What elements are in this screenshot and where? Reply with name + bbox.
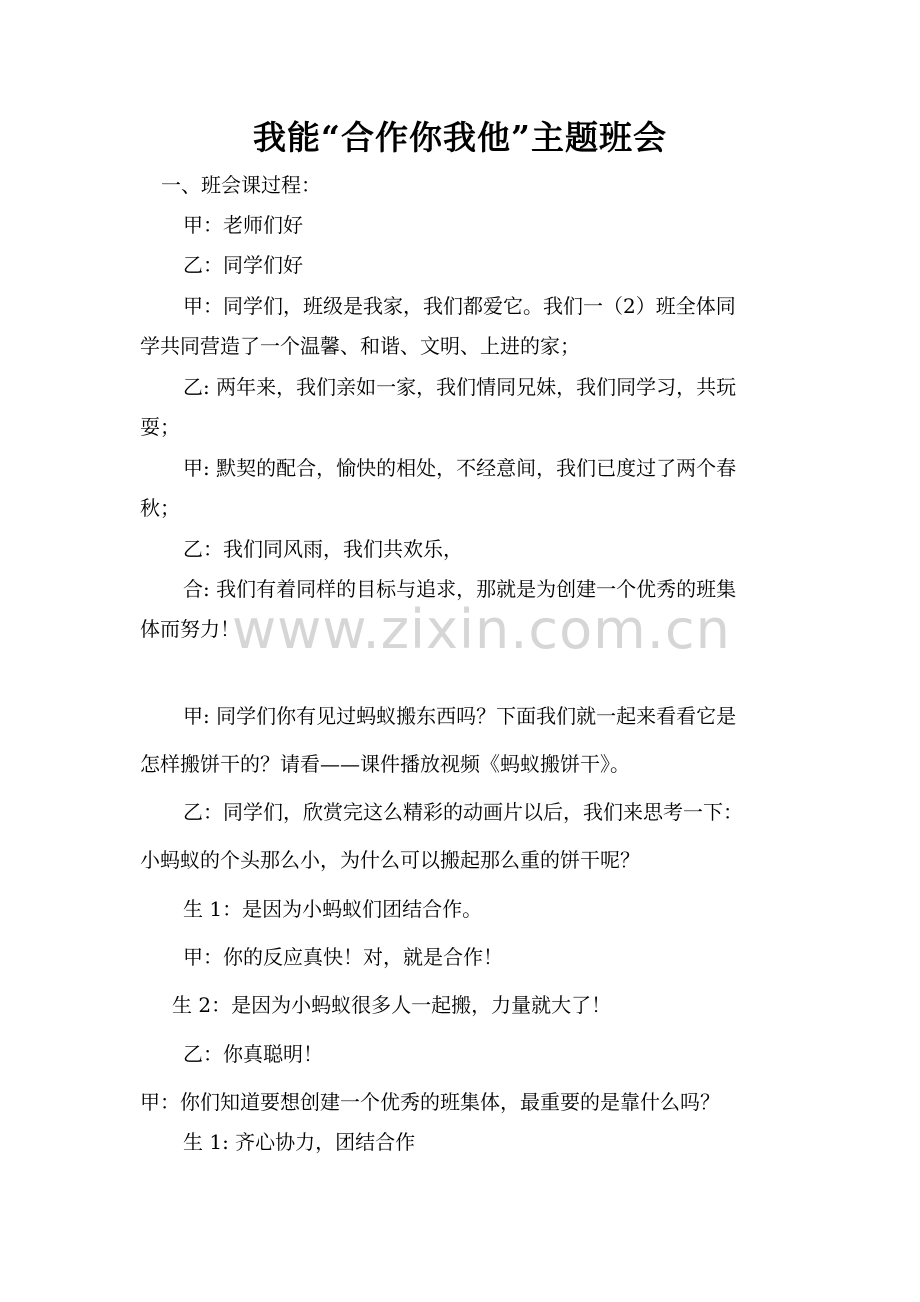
document-title: 我能“合作你我他”主题班会	[253, 118, 667, 157]
section-heading: 一、班会课过程：	[161, 173, 321, 197]
paragraph-line: 乙：同学们好	[183, 253, 303, 277]
paragraph-line: 秋；	[140, 496, 180, 520]
paragraph-line: 生 1：是因为小蚂蚁们团结合作。	[183, 897, 483, 921]
paragraph-line: 乙：你真聪明！	[183, 1042, 323, 1066]
paragraph-line: 乙：我们同风雨，我们共欢乐，	[183, 537, 463, 561]
paragraph-line: 甲: 默契的配合，愉快的相处，不经意间，我们已度过了两个春	[183, 456, 737, 480]
paragraph-line: 甲：你们知道要想创建一个优秀的班集体，最重要的是靠什么吗？	[140, 1090, 720, 1114]
paragraph-line: 甲：你的反应真快！对，就是合作！	[183, 945, 503, 969]
paragraph-line: 合: 我们有着同样的目标与追求，那就是为创建一个优秀的班集	[183, 577, 737, 601]
paragraph-line: 小蚂蚁的个头那么小，为什么可以搬起那么重的饼干呢？	[140, 848, 640, 872]
paragraph-line: 乙: 两年来，我们亲如一家，我们情同兄妹，我们同学习，共玩	[183, 375, 737, 399]
watermark: www.zixin.com.cn	[232, 598, 731, 661]
paragraph-line: 怎样搬饼干的？请看——课件播放视频《蚂蚁搬饼干》。	[140, 752, 630, 776]
paragraph-line: 甲：老师们好	[183, 213, 303, 237]
paragraph-line: 学共同营造了一个温馨、和谐、文明、上进的家；	[140, 334, 580, 358]
paragraph-line: 甲: 同学们你有见过蚂蚁搬东西吗？下面我们就一起来看看它是	[183, 704, 737, 728]
paragraph-line: 乙：同学们，欣赏完这么精彩的动画片以后，我们来思考一下：	[183, 800, 743, 824]
paragraph-line: 耍；	[140, 415, 180, 439]
paragraph-line: 生 2：是因为小蚂蚁很多人一起搬，力量就大了！	[172, 993, 612, 1017]
paragraph-line: 体而努力！	[140, 617, 240, 641]
paragraph-line: 甲：同学们，班级是我家，我们都爱它。我们一（2）班全体同	[183, 294, 736, 318]
paragraph-line: 生 1: 齐心协力，团结合作	[183, 1130, 416, 1154]
